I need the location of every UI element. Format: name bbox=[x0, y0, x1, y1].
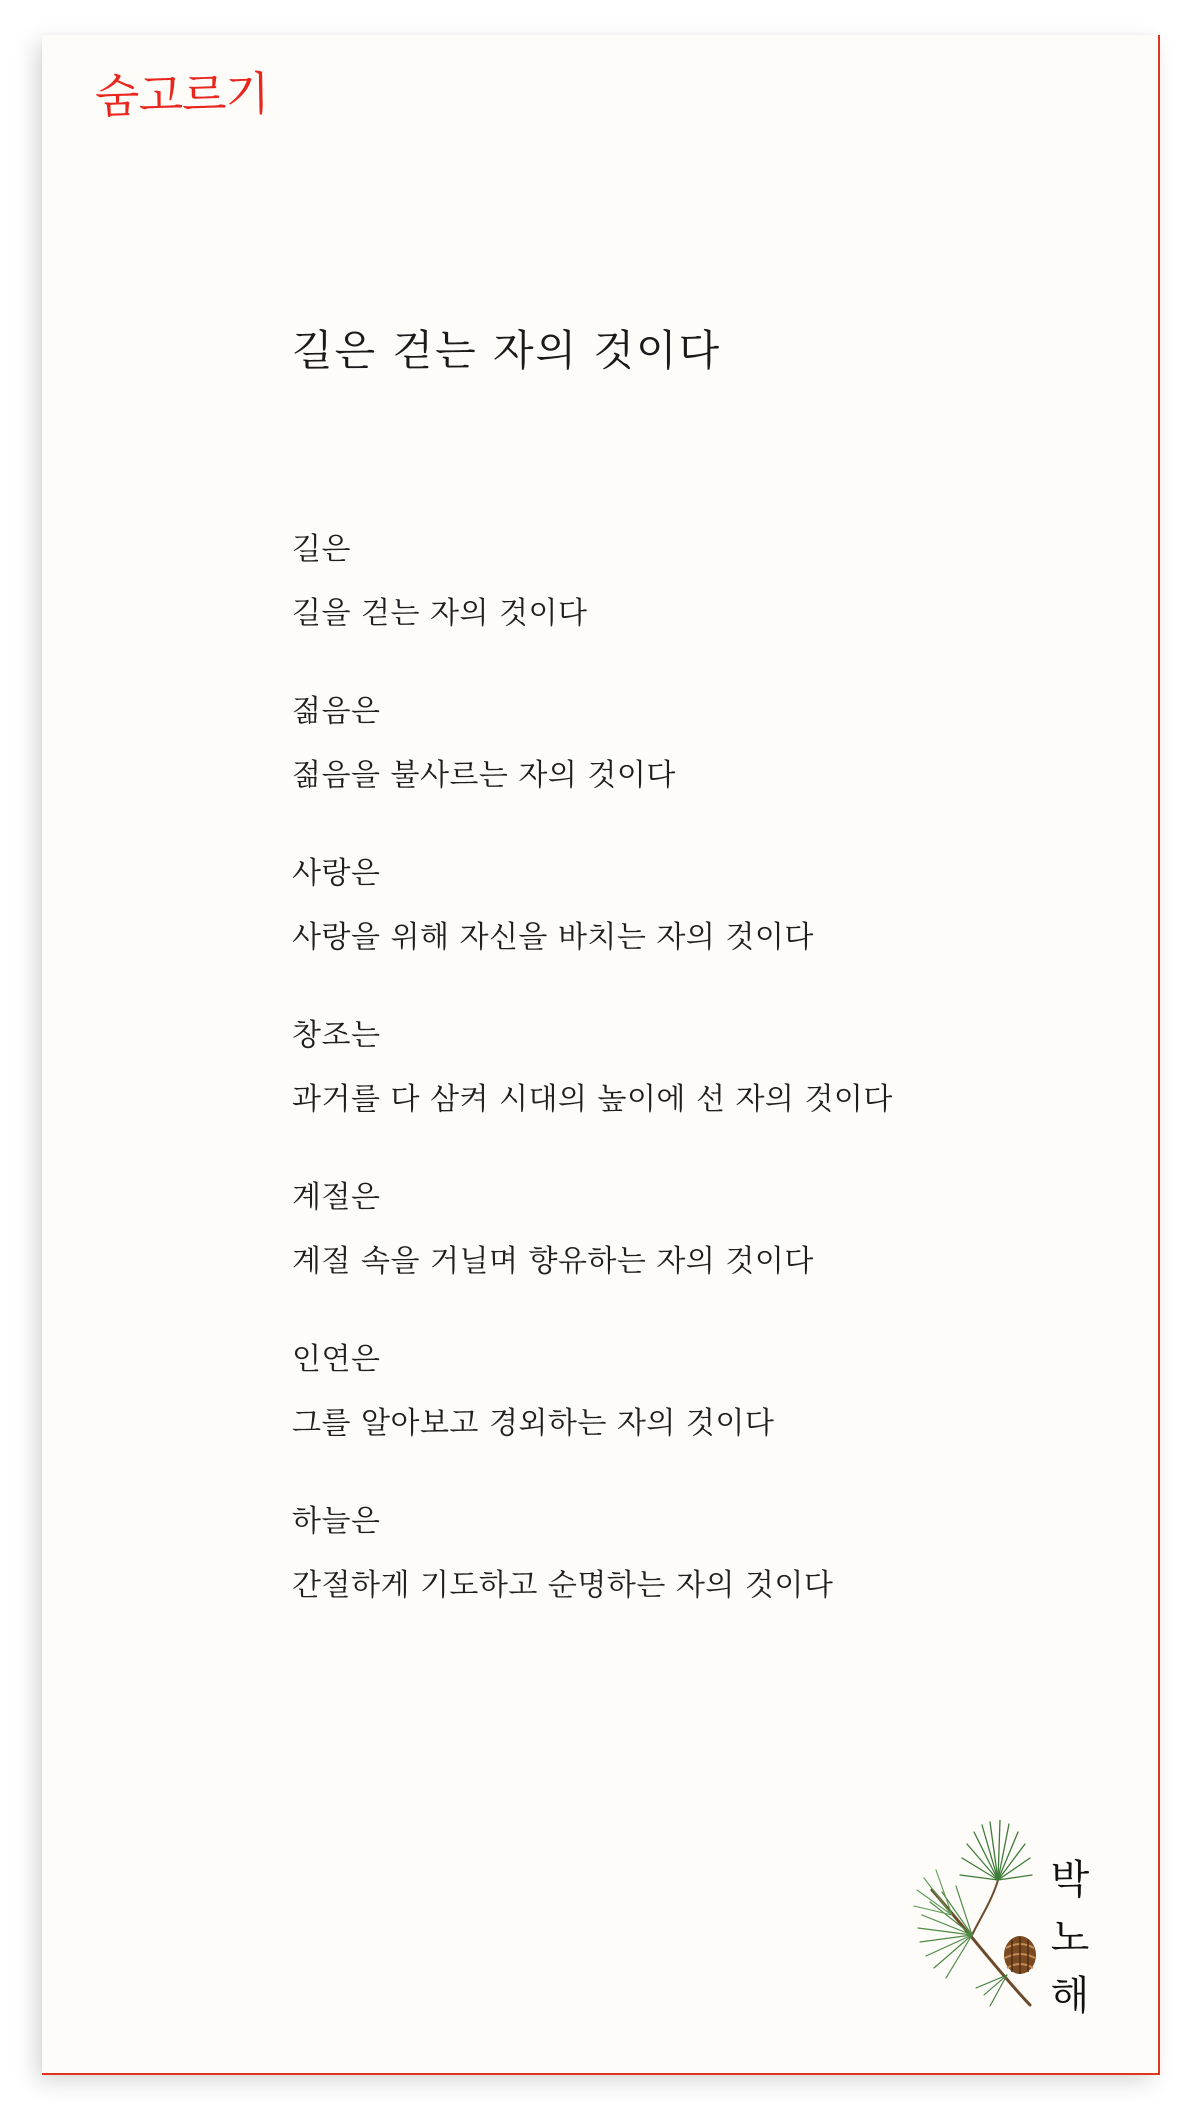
stanza bbox=[292, 1016, 1112, 1120]
stanza-line: 간절하게 기도하고 순명하는 자의 것이다 bbox=[292, 1568, 834, 1603]
brand-logo: 숨고르기 bbox=[94, 66, 270, 124]
signature-char: 해 bbox=[1050, 1973, 1090, 2019]
stanza bbox=[292, 1340, 1112, 1444]
stanza-subject: 길은 bbox=[292, 532, 351, 567]
poem-body bbox=[292, 530, 1112, 1664]
stanza bbox=[292, 854, 1112, 958]
signature-char: 노 bbox=[1050, 1915, 1090, 1961]
card-edge-right bbox=[1158, 35, 1160, 2075]
stanza-subject: 사랑은 bbox=[292, 856, 381, 891]
signature-char: 박 bbox=[1050, 1857, 1090, 1903]
stanza-subject: 계절은 bbox=[292, 1180, 381, 1215]
stanza bbox=[292, 692, 1112, 796]
card-edge-bottom bbox=[42, 2073, 1160, 2075]
stanza-subject: 창조는 bbox=[292, 1018, 381, 1053]
stanza bbox=[292, 530, 1112, 634]
poem-title: 길은 걷는 자의 것이다 bbox=[292, 326, 722, 375]
stanza bbox=[292, 1178, 1112, 1282]
stanza-line: 사랑을 위해 자신을 바치는 자의 것이다 bbox=[292, 920, 814, 955]
stanza-line: 길을 걷는 자의 것이다 bbox=[292, 596, 588, 631]
pine-branch-icon bbox=[912, 1820, 1042, 2010]
stanza-line: 그를 알아보고 경외하는 자의 것이다 bbox=[292, 1406, 775, 1441]
stanza-line: 계절 속을 거닐며 향유하는 자의 것이다 bbox=[292, 1244, 814, 1279]
stanza-subject: 젊음은 bbox=[292, 694, 381, 729]
stanza-line: 과거를 다 삼켜 시대의 높이에 선 자의 것이다 bbox=[292, 1082, 893, 1117]
stanza-subject: 인연은 bbox=[292, 1342, 381, 1377]
stanza bbox=[292, 1502, 1112, 1606]
author-signature bbox=[1040, 1857, 1100, 2034]
stanza-subject: 하늘은 bbox=[292, 1504, 381, 1539]
stanza-line: 젊음을 불사르는 자의 것이다 bbox=[292, 758, 676, 793]
